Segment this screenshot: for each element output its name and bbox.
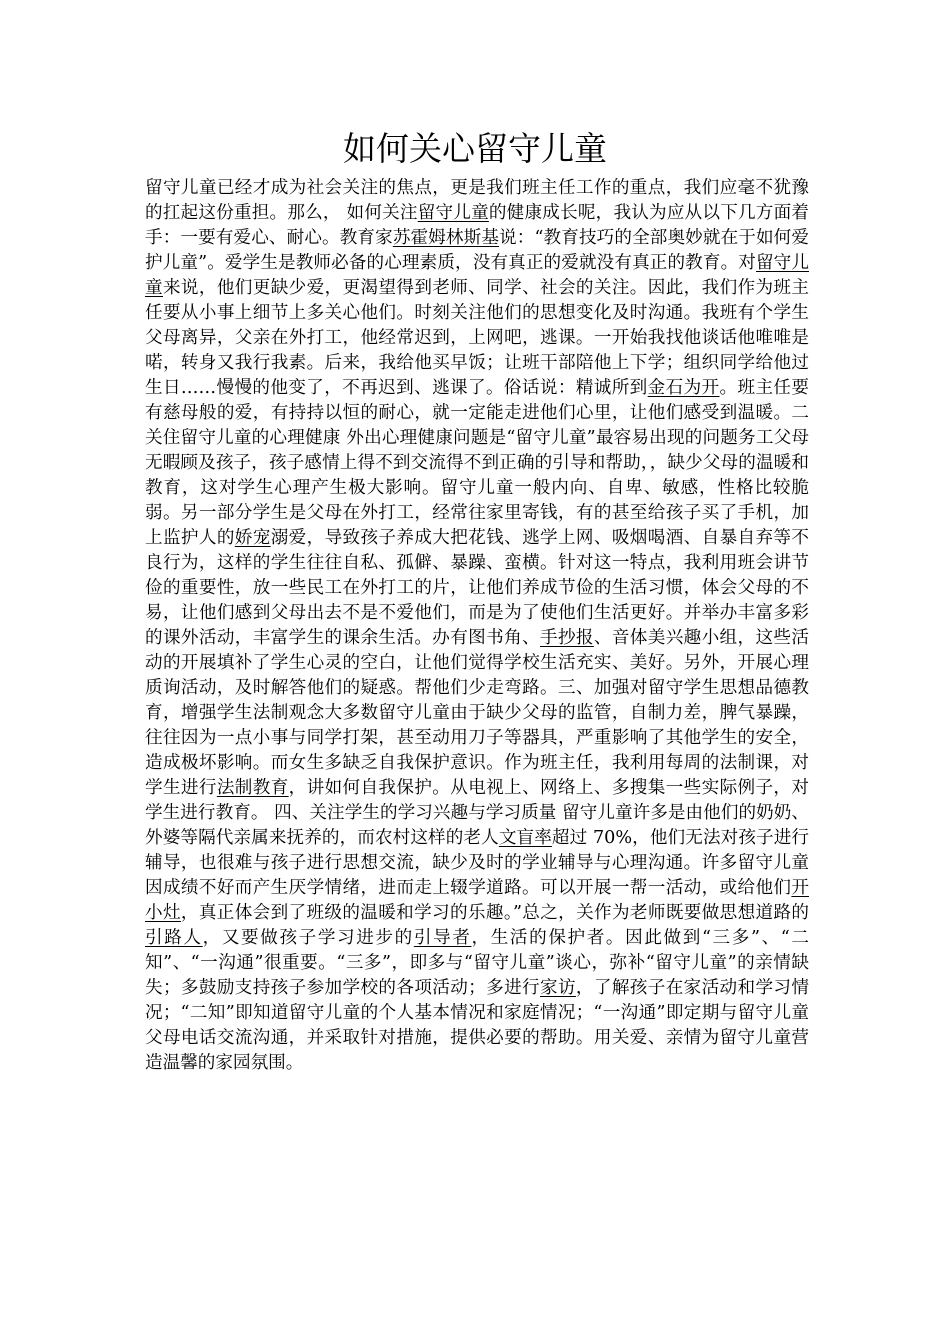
body-text-segment: 、音体美兴趣小组，这些活动的开展填补了学生心灵的空白，让他们觉得学校生活充实、美好。另外，开展心理质询活动，及时解答他们的疑惑。帮他们少走弯路。三、加强对留守学生思想品德教育，增强学生法制观念大多数留守儿童由于缺少父母的监管，自制力差，脾气暴躁，往往因为一点小事与同学打架，甚至动用刀子等器具，严重影响了其他学生的安全，造成极坏影响。而女生多缺乏自我保护意识。作为班主任，我利用每周的法制课，对学生进行 <box>145 628 809 798</box>
body-text-segment: 来说，他们更缺少爱，更渴望得到老师、同学、社会的关注。因此，我们作为班主任要从小事上细节上多关心他们。时刻关注他们的思想变化及时沟通。我班有个学生父母离异，父亲在外打工，他经常迟到，上网吧，逃课。一开始我找他谈话他唯唯是喏，转身又我行我素。后来，我给他买早饭；让班干部陪他上下学；组织同学给他过生日……慢慢的他变了，不再迟到、逃课了。俗话说：精诚所到 <box>145 278 809 398</box>
inline-hyperlink[interactable]: 开小灶 <box>145 878 809 923</box>
document-body <box>145 176 809 1076</box>
inline-hyperlink[interactable]: 留守儿童 <box>417 203 489 223</box>
inline-hyperlink[interactable]: 娇宠 <box>234 528 271 548</box>
body-text-segment: ，了解孩子在家活动和学习情况；“二知”即知道留守儿童的个人基本情况和家庭情况；“一沟通”即定期与留守儿童父母电话交流沟通，并采取针对措施，提供必要的帮助。用关爱、亲情为留守儿童营造温馨的家园氛围。 <box>145 978 809 1073</box>
body-text-segment: ，生活的保护者。因此做到“三多”、“二知”、“一沟通”很重要。“三多”，即多与“留守儿童”谈心，弥补“留守儿童”的亲情缺失；多鼓励支持孩子参加学校的各项活动；多进行 <box>145 928 809 998</box>
body-text-segment: 溺爱，导致孩子养成大把花钱、逃学上网、吸烟喝酒、自暴自弃等不良行为，这样的学生往往自私、孤僻、暴躁、蛮横。针对这一特点，我利用班会讲节俭的重要性，放一些民工在外打工的片，让他们养成节俭的生活习惯，体会父母的不易，让他们感到父母出去不是不爱他们，而是为了使他们生活更好。并举办丰富多彩的课外活动，丰富学生的课余生活。办有图书角、 <box>145 528 809 648</box>
inline-hyperlink[interactable]: 手抄报 <box>540 628 594 648</box>
body-text-segment: 。班主任要有慈母般的爱，有持持以恒的耐心，就一定能走进他们心里，让他们感受到温暖。二关住留守儿童的心理健康 外出心理健康问题是“留守儿童”最容易出现的问题务工父母无暇顾及孩子，孩子感情上得不到交流得不到正确的引导和帮助，，缺少父母的温暖和教育，这对学生心理产生极大影响。留守儿童一般内向、自卑、敏感，性格比较脆弱。另一部分学生是父母在外打工，经常往家里寄钱，有的甚至给孩子买了手机，加上监护人的 <box>145 378 809 548</box>
inline-hyperlink[interactable]: 家访 <box>540 978 576 998</box>
body-text-segment: 说：“教育技巧的全部奥妙就在于如何爱护儿童”。爱学生是教师必备的心理素质，没有真正的爱就没有真正的教育。对 <box>145 228 809 273</box>
inline-hyperlink[interactable]: 金石为开 <box>647 378 720 398</box>
body-text-segment: 超过 70%，他们无法对孩子进行辅导，也很难与孩子进行思想交流，缺少及时的学业辅导与心理沟通。许多留守儿童因成绩不好而产生厌学情绪，进而走上辍学道路。可以开展一帮一活动，或给他们 <box>145 828 809 898</box>
inline-hyperlink[interactable]: 留守儿童 <box>145 253 809 298</box>
body-text-segment: ，讲如何自我保护。从电视上、网络上、多搜集一些实际例子，对学生进行教育。 四、关注学生的学习兴趣与学习质量 留守儿童许多是由他们的奶奶、外婆等隔代亲属来抚养的，而农村这样的老人 <box>145 778 809 848</box>
body-text-segment: 留守儿童已经才成为社会关注的焦点，更是我们班主任工作的重点，我们应毫不犹豫的扛起这份重担。那么， 如何关注 <box>145 178 809 223</box>
inline-hyperlink[interactable]: 引导者 <box>413 928 472 948</box>
body-text-segment: 的健康成长呢，我认为应从以下几方面着手：一要有爱心、耐心。教育家 <box>145 203 809 248</box>
inline-hyperlink[interactable]: 文盲率 <box>498 828 552 848</box>
inline-hyperlink[interactable]: 苏霍姆林斯基 <box>392 228 500 248</box>
body-text-segment: ，真正体会到了班级的温暖和学习的乐趣。”总之，关作为老师既要做思想道路的 <box>180 903 809 923</box>
document-title: 如何关心留守儿童 <box>343 129 607 168</box>
body-text-segment: ，又要做孩子学习进步的 <box>202 928 414 948</box>
inline-hyperlink[interactable]: 法制教育 <box>216 778 289 798</box>
inline-hyperlink[interactable]: 引路人 <box>145 928 203 948</box>
